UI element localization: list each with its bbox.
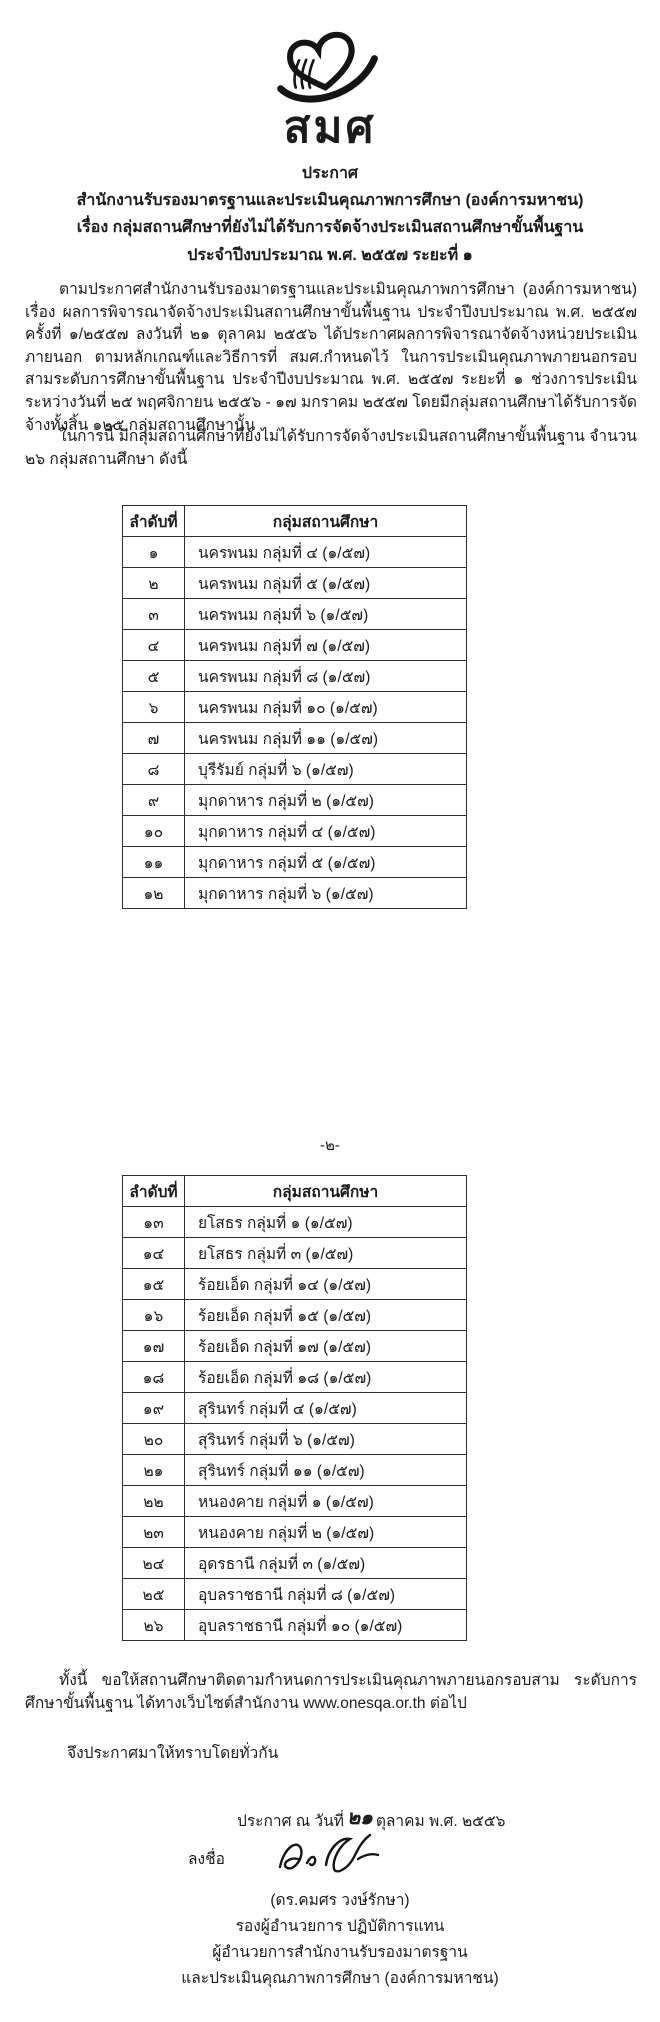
row-number: ๒	[123, 568, 185, 599]
school-group-name: บุรีรัมย์ กลุ่มที่ ๖ (๑/๕๗)	[185, 754, 467, 785]
doc-subject-line: เรื่อง กลุ่มสถานศึกษาที่ยังไม่ได้รับการจัดจ้างประเมินสถานศึกษาขั้นพื้นฐาน	[76, 219, 584, 236]
row-number: ๔	[123, 630, 185, 661]
doc-org-line: สำนักงานรับรองมาตรฐานและประเมินคุณภาพการศึกษา (องค์การมหาชน)	[76, 192, 584, 209]
row-number: ๒๐	[123, 1424, 185, 1455]
school-group-name: ยโสธร กลุ่มที่ ๑ (๑/๕๗)	[185, 1207, 467, 1238]
table-row	[123, 1455, 467, 1486]
school-group-name: ร้อยเอ็ด กลุ่มที่ ๑๔ (๑/๕๗)	[185, 1269, 467, 1300]
row-number: ๒๓	[123, 1517, 185, 1548]
table-row	[123, 630, 467, 661]
school-group-name: ร้อยเอ็ด กลุ่มที่ ๑๘ (๑/๕๗)	[185, 1362, 467, 1393]
table-row	[123, 1207, 467, 1238]
school-group-name: นครพนม กลุ่มที่ ๖ (๑/๕๗)	[185, 599, 467, 630]
row-number: ๑๒	[123, 878, 185, 909]
table-header-row	[123, 506, 467, 537]
signer-block	[130, 1888, 550, 1992]
column-header-number: ลำดับที่	[123, 1176, 185, 1207]
school-group-table-page1	[122, 505, 467, 909]
school-group-name: ร้อยเอ็ด กลุ่มที่ ๑๗ (๑/๕๗)	[185, 1331, 467, 1362]
row-number: ๘	[123, 754, 185, 785]
table-row	[123, 1424, 467, 1455]
follow-up-paragraph: ทั้งนี้ ขอให้สถานศึกษาติดตามกำหนดการประเมินคุณภาพภายนอกรอบสาม ระดับการศึกษาขั้นพื้นฐาน ได้ทางเว็บไซต์สำนักงาน www.onesqa.or.th ต่อไป	[25, 1672, 637, 1712]
table-row	[123, 1238, 467, 1269]
signature-icon	[274, 1829, 394, 1883]
column-header-group: กลุ่มสถานศึกษา	[185, 1176, 467, 1207]
row-number: ๒๕	[123, 1579, 185, 1610]
table-row	[123, 1331, 467, 1362]
signer-title-line1: รองผู้อำนวยการ ปฏิบัติการแทน	[235, 1918, 445, 1935]
table-row	[123, 661, 467, 692]
doc-fiscal-line: ประจำปีงบประมาณ พ.ศ. ๒๕๕๗ ระยะที่ ๑	[187, 247, 473, 264]
table-row	[123, 1610, 467, 1641]
row-number: ๑๕	[123, 1269, 185, 1300]
row-number: ๒๖	[123, 1610, 185, 1641]
school-group-name: มุกดาหาร กลุ่มที่ ๒ (๑/๕๗)	[185, 785, 467, 816]
school-group-name: สุรินทร์ กลุ่มที่ ๔ (๑/๕๗)	[185, 1393, 467, 1424]
table-row	[123, 847, 467, 878]
school-group-name: อุบลราชธานี กลุ่มที่ ๘ (๑/๕๗)	[185, 1579, 467, 1610]
table-row	[123, 754, 467, 785]
column-header-group: กลุ่มสถานศึกษา	[185, 506, 467, 537]
row-number: ๗	[123, 723, 185, 754]
column-header-number: ลำดับที่	[123, 506, 185, 537]
doc-title: ประกาศ	[301, 165, 359, 182]
school-group-name: นครพนม กลุ่มที่ ๕ (๑/๕๗)	[185, 568, 467, 599]
table-row	[123, 692, 467, 723]
sign-label: ลงชื่อ	[188, 1851, 225, 1868]
paragraph-1: ตามประกาศสำนักงานรับรองมาตรฐานและประเมินคุณภาพการศึกษา (องค์การมหาชน) เรื่อง ผลการพิจารณาจัดจ้างประเมินสถานศึกษาขั้นพื้นฐาน ประจำปีงบประมาณ พ.ศ. ๒๕๕๗ ครั้งที่ ๑/๒๕๕๗ ลงวันที่ ๒๑ ตุลาคม ๒๕๕๖ ได้ประกาศผลการพิจารณาจัดจ้างหน่วยประเมินภายนอก ตามหลักเกณฑ์และวิธีการที่ สมศ.กำหนดไว้ ในการประเมินคุณภาพภายนอกรอบสามระดับการศึกษาขั้นพื้นฐาน ประจำปีงบประมาณ พ.ศ. ๒๕๕๗ ระยะที่ ๑ ช่วงการประเมินระหว่างวันที่ ๒๕ พฤศจิกายน ๒๕๕๖ - ๑๗ มกราคม ๒๕๕๗ โดยมีกลุ่มสถานศึกษาได้รับการจัดจ้างทั้งสิ้น ๑๒๕ กลุ่มสถานศึกษานั้น	[25, 281, 637, 434]
row-number: ๑๗	[123, 1331, 185, 1362]
school-group-name: นครพนม กลุ่มที่ ๘ (๑/๕๗)	[185, 661, 467, 692]
onesqa-heart-logo	[263, 24, 397, 108]
table-header-row	[123, 1176, 467, 1207]
row-number: ๑๑	[123, 847, 185, 878]
table-row	[123, 599, 467, 630]
date-suffix: ตุลาคม พ.ศ. ๒๕๕๖	[375, 1813, 506, 1830]
table-row	[123, 785, 467, 816]
table-row	[123, 723, 467, 754]
page-number-marker: -๒-	[320, 1137, 340, 1154]
row-number: ๒๒	[123, 1486, 185, 1517]
handwritten-day: ๒๑	[346, 1807, 373, 1829]
school-group-name: อุดรธานี กลุ่มที่ ๓ (๑/๕๗)	[185, 1548, 467, 1579]
row-number: ๑๔	[123, 1238, 185, 1269]
table-row	[123, 1517, 467, 1548]
school-group-name: นครพนม กลุ่มที่ ๔ (๑/๕๗)	[185, 537, 467, 568]
table-row	[123, 568, 467, 599]
school-group-name: มุกดาหาร กลุ่มที่ ๕ (๑/๕๗)	[185, 847, 467, 878]
announcement-closing-line: จึงประกาศมาให้ทราบโดยทั่วกัน	[67, 1745, 279, 1762]
school-group-name: สุรินทร์ กลุ่มที่ ๖ (๑/๕๗)	[185, 1424, 467, 1455]
school-group-name: สุรินทร์ กลุ่มที่ ๑๑ (๑/๕๗)	[185, 1455, 467, 1486]
table-row	[123, 1486, 467, 1517]
table-row	[123, 1393, 467, 1424]
row-number: ๑๙	[123, 1393, 185, 1424]
row-number: ๙	[123, 785, 185, 816]
school-group-name: นครพนม กลุ่มที่ ๗ (๑/๕๗)	[185, 630, 467, 661]
school-group-name: นครพนม กลุ่มที่ ๑๑ (๑/๕๗)	[185, 723, 467, 754]
row-number: ๓	[123, 599, 185, 630]
school-group-name: ร้อยเอ็ด กลุ่มที่ ๑๕ (๑/๕๗)	[185, 1300, 467, 1331]
table-row	[123, 1300, 467, 1331]
school-group-name: มุกดาหาร กลุ่มที่ ๔ (๑/๕๗)	[185, 816, 467, 847]
school-group-table-page2	[122, 1175, 467, 1641]
row-number: ๑๓	[123, 1207, 185, 1238]
row-number: ๑๘	[123, 1362, 185, 1393]
table-row	[123, 1269, 467, 1300]
row-number: ๑๐	[123, 816, 185, 847]
signer-title-line2: ผู้อำนวยการสำนักงานรับรองมาตรฐาน	[212, 1944, 468, 1961]
row-number: ๒๑	[123, 1455, 185, 1486]
row-number: ๑	[123, 537, 185, 568]
school-group-name: อุบลราชธานี กลุ่มที่ ๑๐ (๑/๕๗)	[185, 1610, 467, 1641]
school-group-name: นครพนม กลุ่มที่ ๑๐ (๑/๕๗)	[185, 692, 467, 723]
logo-wordmark: สมศ	[283, 103, 377, 152]
row-number: ๕	[123, 661, 185, 692]
table-row	[123, 537, 467, 568]
paragraph-2: ในการนี้ มีกลุ่มสถานศึกษาที่ยังไม่ได้รับการจัดจ้างประเมินสถานศึกษาขั้นพื้นฐาน จำนวน ๒๖ กลุ่มสถานศึกษา ดังนี้	[25, 428, 637, 468]
school-group-name: หนองคาย กลุ่มที่ ๑ (๑/๕๗)	[185, 1486, 467, 1517]
row-number: ๖	[123, 692, 185, 723]
school-group-name: มุกดาหาร กลุ่มที่ ๖ (๑/๕๗)	[185, 878, 467, 909]
school-group-name: หนองคาย กลุ่มที่ ๒ (๑/๕๗)	[185, 1517, 467, 1548]
signer-title-line3: และประเมินคุณภาพการศึกษา (องค์การมหาชน)	[181, 1970, 499, 1987]
table-row	[123, 1548, 467, 1579]
school-group-name: ยโสธร กลุ่มที่ ๓ (๑/๕๗)	[185, 1238, 467, 1269]
table-row	[123, 1362, 467, 1393]
table-row	[123, 816, 467, 847]
table-row	[123, 878, 467, 909]
date-prefix: ประกาศ ณ วันที่	[237, 1813, 344, 1830]
row-number: ๒๔	[123, 1548, 185, 1579]
row-number: ๑๖	[123, 1300, 185, 1331]
table-row	[123, 1579, 467, 1610]
signer-name: (ดร.คมศร วงษ์รักษา)	[270, 1892, 410, 1909]
